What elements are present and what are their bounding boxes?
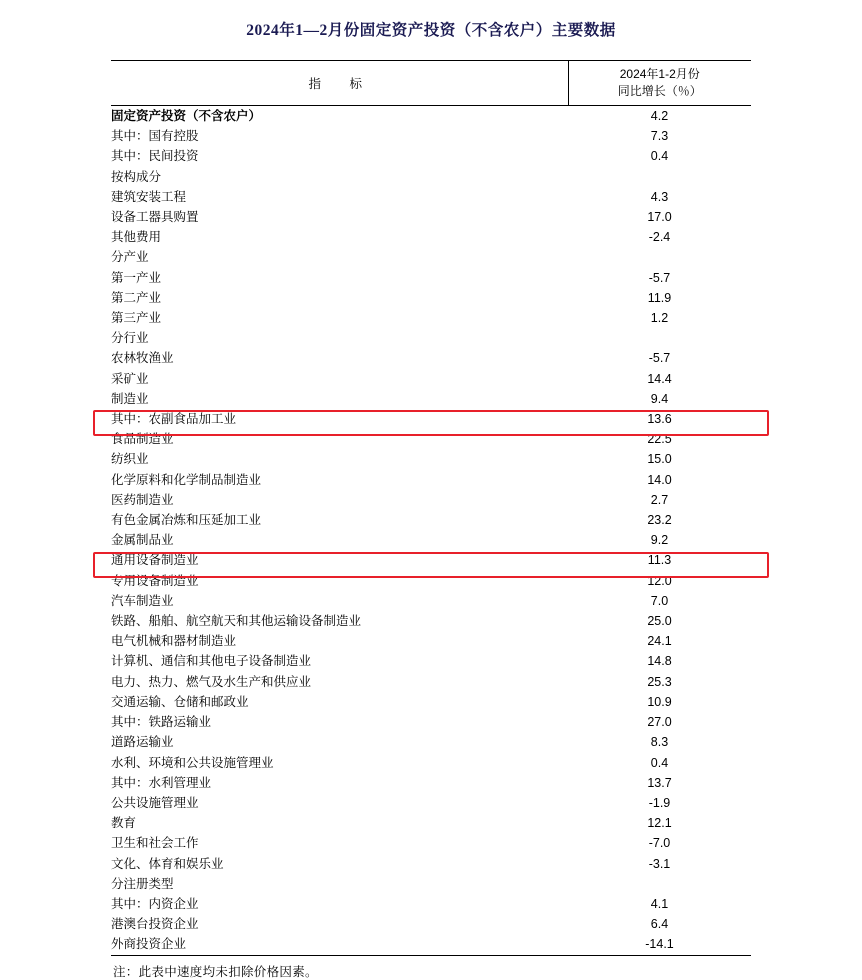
row-label: 计算机、通信和其他电子设备制造业: [111, 654, 312, 669]
row-label: 其中：铁路运输业: [111, 715, 212, 730]
row-label: 其他费用: [111, 230, 162, 245]
row-label: 铁路、船舶、航空航天和其他运输设备制造业: [111, 614, 362, 629]
table-row: [111, 106, 751, 127]
table-row: [111, 490, 751, 510]
table-row: [111, 914, 751, 934]
row-value: [568, 247, 751, 267]
table-header: [111, 61, 751, 106]
row-label: 分行业: [111, 331, 149, 346]
row-label: 纺织业: [111, 452, 149, 467]
row-value: 15.0: [647, 452, 672, 467]
table-row: [111, 611, 751, 631]
table-note: 注：此表中速度均未扣除价格因素。: [113, 964, 318, 979]
table-row: [111, 692, 751, 712]
column-header-indicator: 指 标: [111, 61, 568, 106]
table-row: [111, 510, 751, 530]
row-label: 医药制造业: [111, 492, 174, 507]
table-row: [111, 530, 751, 550]
row-label: 制造业: [111, 391, 149, 406]
table-row: [111, 470, 751, 490]
data-table-container: [111, 60, 751, 980]
row-value: 27.0: [647, 715, 672, 730]
row-label: 通用设备制造业: [111, 553, 199, 568]
row-value: -2.4: [648, 230, 671, 245]
table-row: [111, 773, 751, 793]
row-value: [568, 167, 751, 187]
table-row: [111, 793, 751, 813]
table-row: [111, 429, 751, 449]
row-value: -3.1: [648, 856, 671, 871]
row-value: 14.0: [647, 472, 672, 487]
row-label: 公共设施管理业: [111, 795, 199, 810]
row-label: 外商投资企业: [111, 937, 187, 952]
row-label: 化学原料和化学制品制造业: [111, 472, 262, 487]
row-value: 8.3: [650, 735, 669, 750]
row-value: 7.3: [650, 129, 669, 144]
column-header-value: [568, 61, 751, 106]
row-value: 24.1: [647, 634, 672, 649]
row-value: -1.9: [648, 795, 671, 810]
table-row: [111, 389, 751, 409]
row-value: 0.4: [650, 755, 669, 770]
row-value: 4.2: [650, 109, 669, 123]
table-row: [111, 409, 751, 429]
table-row: [111, 247, 751, 267]
row-value: 4.3: [650, 189, 669, 204]
row-label: 专用设备制造业: [111, 573, 199, 588]
row-value: [568, 328, 751, 348]
row-label: 固定资产投资（不含农户）: [111, 109, 262, 123]
row-value: 10.9: [647, 694, 672, 709]
row-label: 有色金属冶炼和压延加工业: [111, 513, 262, 528]
page-title: 2024年1—2月份固定资产投资（不含农户）主要数据: [246, 22, 616, 39]
table-row: [111, 288, 751, 308]
column-header-growth: 同比增长（％）: [617, 84, 702, 98]
table-row: [111, 187, 751, 207]
row-label: 第二产业: [111, 290, 162, 305]
row-label: 分产业: [111, 250, 149, 265]
row-label: 第一产业: [111, 270, 162, 285]
row-label: 食品制造业: [111, 432, 174, 447]
row-value: 2.7: [650, 492, 669, 507]
row-label: 按构成分: [111, 169, 162, 184]
column-header-period: 2024年1-2月份: [619, 66, 700, 81]
table-row: [111, 449, 751, 469]
row-value: -14.1: [645, 937, 674, 952]
row-label: 水利、环境和公共设施管理业: [111, 755, 274, 770]
row-value: 13.7: [647, 775, 672, 790]
row-value: 23.2: [647, 513, 672, 528]
table-row: [111, 227, 751, 247]
row-label: 建筑安装工程: [111, 189, 187, 204]
row-label: 金属制品业: [111, 533, 174, 548]
table-row: [111, 631, 751, 651]
table-row: [111, 854, 751, 874]
row-label: 文化、体育和娱乐业: [111, 856, 224, 871]
row-label: 港澳台投资企业: [111, 917, 199, 932]
table-row: [111, 753, 751, 773]
table-row: [111, 732, 751, 752]
row-value: 14.4: [647, 371, 672, 386]
row-value: 25.0: [647, 614, 672, 629]
row-label: 电力、热力、燃气及水生产和供应业: [111, 674, 312, 689]
table-row: [111, 591, 751, 611]
table-body: [111, 106, 751, 955]
table-row: [111, 874, 751, 894]
table-row: [111, 207, 751, 227]
table-row: [111, 268, 751, 288]
table-row: [111, 894, 751, 914]
table-row: [111, 934, 751, 954]
row-value: -5.7: [648, 351, 671, 366]
row-label: 分注册类型: [111, 876, 174, 891]
row-value: -5.7: [648, 270, 671, 285]
row-label: 交通运输、仓储和邮政业: [111, 694, 249, 709]
row-value: [568, 874, 751, 894]
row-value: 9.2: [650, 533, 669, 548]
row-value: 6.4: [650, 917, 669, 932]
row-value: 11.9: [647, 290, 672, 305]
row-label: 电气机械和器材制造业: [111, 634, 237, 649]
row-value: 17.0: [647, 210, 672, 225]
fixed-asset-investment-table: [111, 60, 751, 955]
table-row: [111, 571, 751, 591]
table-row: [111, 651, 751, 671]
row-label: 其中：水利管理业: [111, 775, 212, 790]
table-row: [111, 369, 751, 389]
row-label: 其中：农副食品加工业: [111, 412, 237, 427]
table-row: [111, 813, 751, 833]
row-value: -7.0: [648, 836, 671, 851]
table-row: [111, 328, 751, 348]
row-label: 卫生和社会工作: [111, 836, 199, 851]
row-label: 其中：内资企业: [111, 896, 199, 911]
row-label: 设备工器具购置: [111, 210, 199, 225]
row-value: 13.6: [647, 412, 672, 427]
row-value: 0.4: [650, 149, 669, 164]
table-row: [111, 126, 751, 146]
row-label: 汽车制造业: [111, 593, 174, 608]
row-label: 采矿业: [111, 371, 149, 386]
row-value: 11.3: [647, 553, 672, 568]
row-label: 其中：国有控股: [111, 129, 199, 144]
table-row: [111, 550, 751, 570]
row-label: 农林牧渔业: [111, 351, 174, 366]
row-value: 7.0: [650, 593, 669, 608]
row-value: 9.4: [650, 391, 669, 406]
table-row: [111, 712, 751, 732]
row-value: 12.1: [647, 816, 672, 831]
table-row: [111, 348, 751, 368]
table-row: [111, 308, 751, 328]
row-label: 其中：民间投资: [111, 149, 199, 164]
row-value: 12.0: [647, 573, 672, 588]
table-row: [111, 146, 751, 166]
row-value: 14.8: [647, 654, 672, 669]
table-row: [111, 833, 751, 853]
row-label: 道路运输业: [111, 735, 174, 750]
row-label: 第三产业: [111, 311, 162, 326]
table-row: [111, 672, 751, 692]
row-value: 4.1: [650, 896, 669, 911]
row-value: 1.2: [650, 311, 669, 326]
row-value: 25.3: [647, 674, 672, 689]
row-label: 教育: [111, 816, 137, 831]
row-value: 22.5: [647, 432, 672, 447]
table-row: [111, 167, 751, 187]
